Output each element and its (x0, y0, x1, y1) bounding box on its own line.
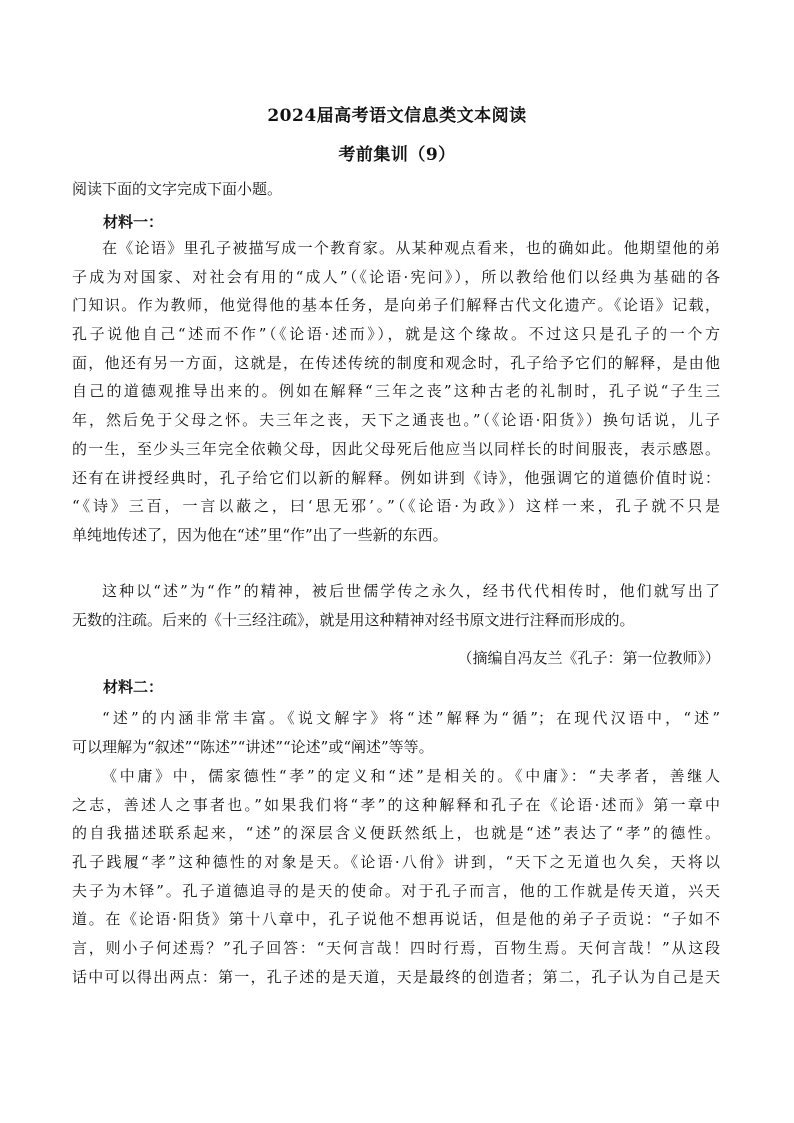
text-line: “述”的内涵非常丰富。《说文解字》将“述”解释为“循”；在现代汉语中，“述” (102, 709, 720, 727)
material-one-source: （摘编自冯友兰《孔子：第一位教师》） (457, 649, 720, 667)
text-line: 子成为对国家、对社会有用的“成人”（《论语·宪问》），所以教给他们以经典为基础的各 (72, 267, 720, 286)
text-line: 夫子为木铎”。孔子道德追寻的是天的使命。对于孔子而言，他的工作就是传天道，兴天 (72, 881, 720, 900)
text-line: 孔子践履“孝”这种德性的对象是天。《论语·八佾》讲到，“天下之无道也久矣，天将以 (72, 853, 720, 872)
text-line: “《诗》三百，一言以蔽之，曰‘思无邪’。”（《论语·为政》）这样一来，孔子就不只是 (72, 497, 720, 516)
text-line: 自己的道德观推导出来的。例如在解释“三年之丧”这种古老的礼制时，孔子说“子生三 (72, 382, 720, 401)
text-line: 之志，善述人之事者也。”如果我们将“孝”的这种解释和孔子在《论语·述而》第一章中 (72, 795, 720, 814)
text-line: 门知识。作为教师，他觉得他的基本任务，是向弟子们解释古代文化遗产。《论语》记载， (72, 296, 720, 315)
text-line: 的一生，至少头三年完全依赖父母，因此父母死后他应当以同样长的时间服丧，表示感恩。 (72, 439, 720, 458)
text-line: 无数的注疏。后来的《十三经注疏》，就是用这种精神对经书原文进行注释而形成的。 (72, 610, 635, 629)
material-two-heading: 材料二： (103, 678, 164, 696)
document-title: 2024届高考语文信息类文本阅读 (267, 106, 527, 126)
text-line: 在《论语》里孔子被描写成一个教育家。从某种观点看来，也的确如此。他期望他的弟 (102, 239, 720, 257)
text-line: 孔子说他自己“述而不作”（《论语·述而》），就是这个缘故。不过这只是孔子的一个方 (72, 325, 720, 344)
instructions-text: 阅读下面的文字完成下面小题。 (72, 180, 283, 198)
text-line: 年，然后免于父母之怀。夫三年之丧，天下之通丧也。”（《论语·阳货》）换句话说，儿子 (72, 411, 720, 430)
material-two-paragraph-2 (72, 762, 720, 992)
text-line: 面，他还有另一方面，这就是，在传述传统的制度和观念时，孔子给予它们的解释，是由他 (72, 353, 720, 372)
material-one-heading: 材料一： (103, 213, 164, 231)
text-line: 《中庸》中，儒家德性“孝”的定义和“述”是相关的。《中庸》：“夫孝者，善继人 (102, 767, 720, 785)
material-two-paragraph-1 (72, 704, 720, 761)
text-line: 的自我描述联系起来，“述”的深层含义便跃然纸上，也就是“述”表达了“孝”的德性。 (72, 824, 720, 843)
text-line: 还有在讲授经典时，孔子给它们以新的解释。例如讲到《诗》，他强调它的道德价值时说： (72, 468, 720, 487)
document-subtitle: 考前集训（9） (338, 145, 456, 165)
text-line: 言，则小子何述焉？”孔子回答：“天何言哉！四时行焉，百物生焉。天何言哉！”从这段 (72, 939, 720, 958)
text-line: 这种以“述”为“作”的精神，被后世儒学传之永久，经书代代相传时，他们就写出了 (102, 582, 720, 600)
text-line: 话中可以得出两点：第一，孔子述的是天道，天是最终的创造者；第二，孔子认为自己是天 (72, 967, 720, 986)
material-one-paragraph-2 (72, 577, 720, 634)
text-line: 道。在《论语·阳货》第十八章中，孔子说他不想再说话，但是他的弟子子贡说：“子如不 (72, 910, 720, 929)
material-one-paragraph-1 (72, 234, 720, 550)
text-line: 可以理解为“叙述”“陈述”“讲述”“论述”或“阐述”等等。 (72, 737, 434, 756)
text-line: 单纯地传述了，因为他在“述”里“作”出了一些新的东西。 (72, 525, 448, 544)
